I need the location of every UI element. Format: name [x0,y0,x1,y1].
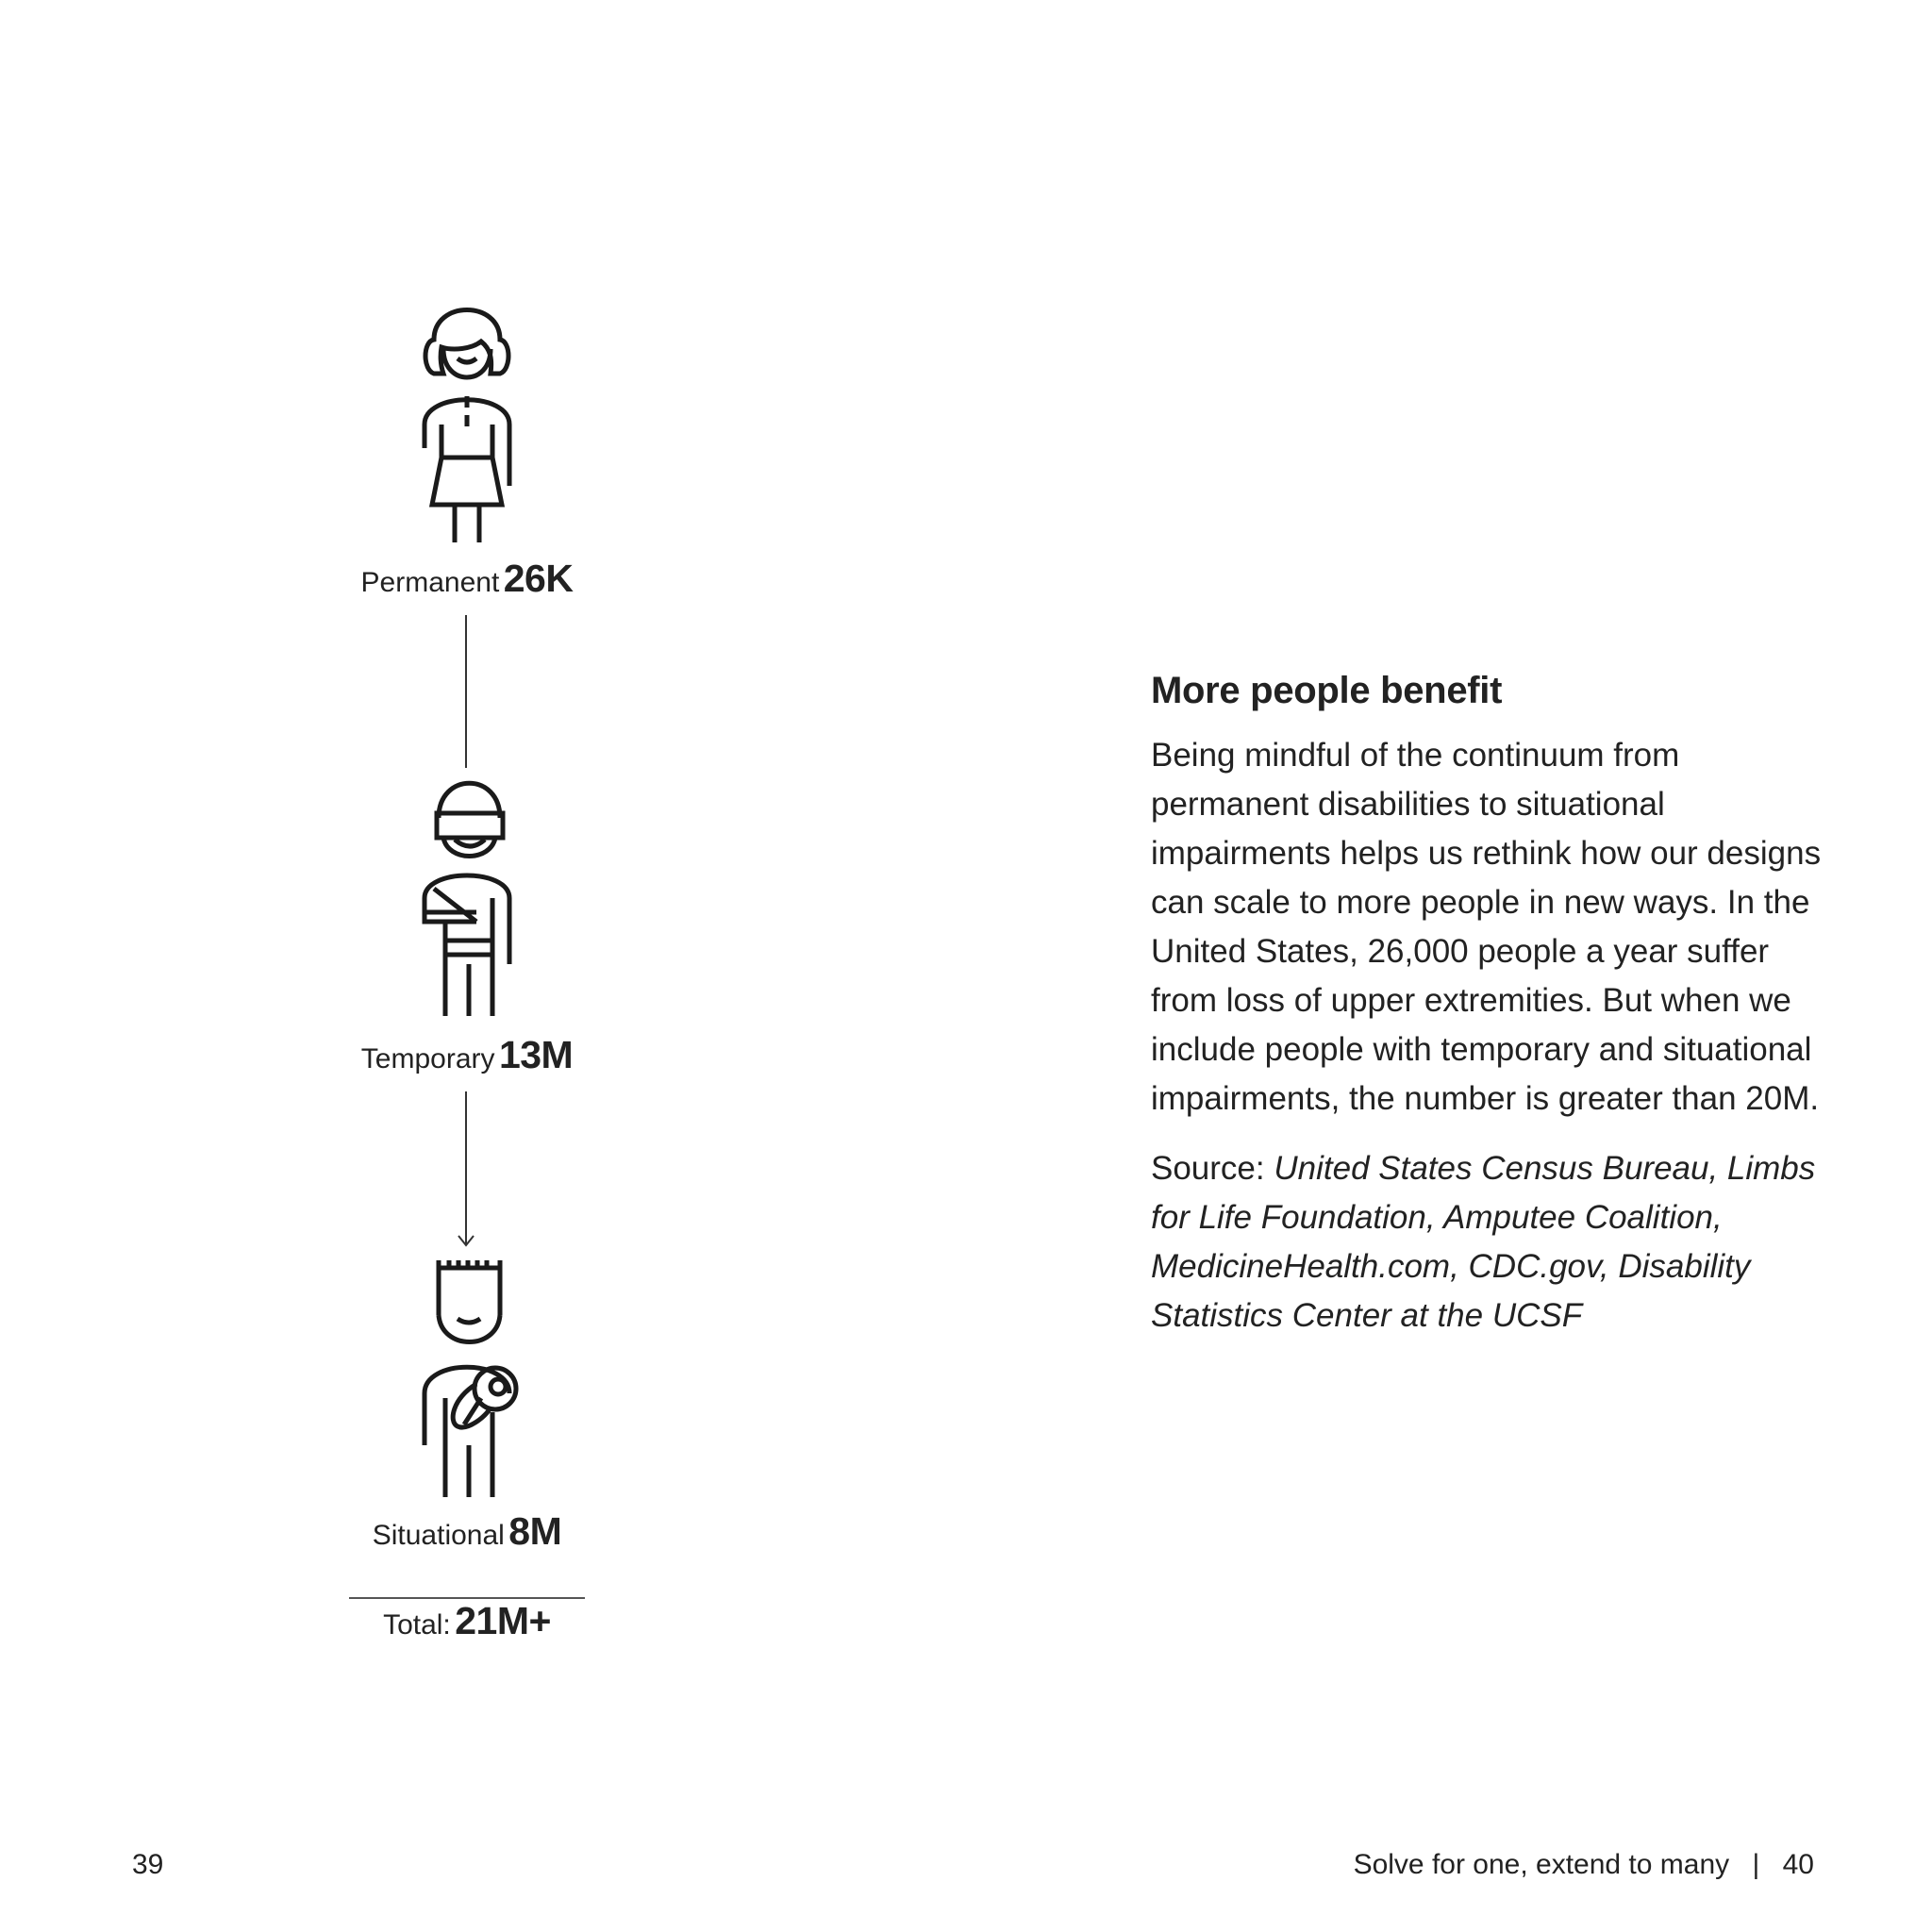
temporary-value: 13M [498,1033,574,1076]
connector-line-1 [465,615,467,768]
situational-value: 8M [508,1509,562,1553]
source-text: United States Census Bureau, Limbs for Life Foundation, Amputee Coalition, MedicineHealth.com, CDC.gov, Disability Statistics Center at the UCSF [1151,1150,1816,1334]
source-label: Source: [1151,1150,1265,1187]
situational-label: Situational [372,1520,505,1551]
total-value: 21M+ [455,1599,551,1642]
left-page-number: 39 [132,1849,164,1880]
total-caption [349,1599,585,1643]
permanent-value: 26K [503,557,574,600]
temporary-label: Temporary [360,1043,495,1074]
article-column [1151,670,1830,1341]
article-heading: More people benefit [1151,670,1503,711]
permanent-caption [358,557,575,601]
situational-caption [358,1509,575,1554]
arrow-down-icon [457,1232,475,1249]
article-source [1151,1144,1830,1341]
man-arm-sling-icon [406,775,528,1021]
temporary-caption [358,1033,575,1077]
right-page-number: 40 [1782,1849,1814,1880]
running-title: Solve for one, extend to many [1353,1849,1730,1880]
running-footer [1354,1849,1814,1881]
parent-holding-baby-icon [406,1257,528,1502]
footer-separator: | [1752,1849,1760,1880]
total-label: Total: [383,1609,451,1641]
connector-line-2 [465,1091,467,1244]
article-body: Being mindful of the continuum from permanent disabilities to situational impairments helps us rethink how our designs can scale to more people in new ways. In the United States, 26,000 people a year suffer from loss of upper extremities. But when we include people with temporary and situational impairments, the number is greater than 20M. [1151,737,1822,1117]
permanent-label: Permanent [360,567,500,598]
woman-one-arm-icon [406,292,528,547]
